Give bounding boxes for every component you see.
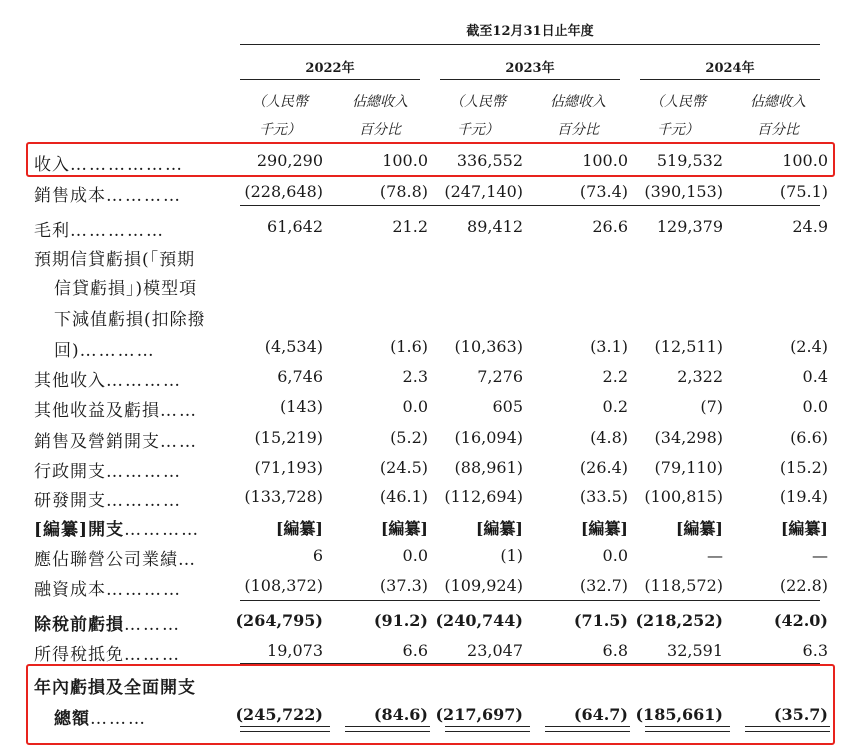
row-label-cost-of-sales: 銷售成本………… [34, 186, 182, 206]
cell-r14-c5: (35.7) [773, 705, 828, 724]
cell-r4-c0: 6,746 [277, 367, 323, 386]
cell-r11-c0: (108,372) [244, 576, 323, 595]
cell-r2-c5: 24.9 [792, 217, 828, 236]
cell-r12-c1: (91.2) [373, 611, 428, 630]
unit-pct-2023: 佔總收入 百分比 [550, 94, 606, 138]
cell-r10-c1: 0.0 [402, 546, 428, 565]
subtotal-rule-finance [240, 600, 820, 601]
row-label-income-tax: 所得稅抵免……… [34, 645, 181, 665]
year-2022: 2022年 [305, 61, 355, 76]
cell-r14-c3: (64.7) [573, 705, 628, 724]
cell-r5-c2: 605 [492, 397, 523, 416]
row-label-revenue: 收入……………… [34, 155, 184, 175]
cell-r7-c5: (15.2) [779, 458, 828, 477]
cell-r7-c1: (24.5) [379, 458, 428, 477]
cell-r4-c1: 2.3 [402, 367, 428, 386]
cell-r8-c5: (19.4) [779, 487, 828, 506]
cell-r9-c4: [編纂] [675, 519, 723, 538]
cell-r3-c5: (2.4) [790, 337, 828, 356]
row-label-associates: 應佔聯營公司業績… [34, 550, 197, 570]
row-label-loss-before-tax: 除稅前虧損……… [34, 615, 181, 635]
cell-r13-c1: 6.6 [402, 641, 428, 660]
cell-r8-c0: (133,728) [244, 487, 323, 506]
cell-r2-c3: 26.6 [592, 217, 628, 236]
cell-r3-c2: (10,363) [454, 337, 523, 356]
cell-r11-c4: (118,572) [644, 576, 723, 595]
year-2023: 2023年 [505, 61, 555, 76]
cell-r7-c2: (88,961) [454, 458, 523, 477]
cell-r1-c5: (75.1) [779, 182, 828, 201]
cell-r14-c4: (185,661) [635, 705, 723, 724]
year-2024: 2024年 [705, 61, 755, 76]
cell-r1-c1: (78.8) [379, 182, 428, 201]
cell-r6-c1: (5.2) [390, 428, 428, 447]
row-label-gross-profit: 毛利…………… [34, 221, 165, 241]
cell-r10-c0: 6 [312, 546, 323, 565]
cell-r8-c3: (33.5) [579, 487, 628, 506]
cell-r2-c1: 21.2 [392, 217, 428, 236]
cell-r0-c2: 336,552 [456, 151, 523, 170]
row-label-ecl-line1: 預期信貸虧損(「預期 [34, 250, 196, 270]
cell-r5-c4: (7) [700, 397, 723, 416]
row-label-total-loss-line2: 總額……… [54, 709, 147, 729]
unit-pct-2024: 佔總收入 百分比 [750, 94, 806, 138]
cell-r11-c2: (109,924) [444, 576, 523, 595]
year-2024-rule [640, 79, 820, 80]
cell-r7-c0: (71,193) [254, 458, 323, 477]
highlight-total-loss [26, 664, 835, 745]
cell-r7-c3: (26.4) [579, 458, 628, 477]
period-header: 截至12月31日止年度 [466, 24, 594, 39]
cell-r2-c0: 61,642 [267, 217, 323, 236]
cell-r4-c3: 2.2 [602, 367, 628, 386]
cell-r5-c1: 0.0 [402, 397, 428, 416]
cell-r9-c1: [編纂] [380, 519, 428, 538]
cell-r6-c0: (15,219) [254, 428, 323, 447]
cell-r13-c0: 19,073 [267, 641, 323, 660]
cell-r3-c4: (12,511) [654, 337, 723, 356]
unit-rmb-2024: （人民幣 千元） [650, 94, 706, 138]
period-rule [240, 44, 820, 45]
cell-r11-c3: (32.7) [579, 576, 628, 595]
cell-r4-c4: 2,322 [677, 367, 723, 386]
cell-r10-c5: — [812, 546, 828, 565]
cell-r10-c2: (1) [500, 546, 523, 565]
unit-pct-2022: 佔總收入 百分比 [352, 94, 408, 138]
cell-r6-c5: (6.6) [790, 428, 828, 447]
cell-r10-c4: — [707, 546, 723, 565]
cell-r7-c4: (79,110) [654, 458, 723, 477]
cell-r13-c3: 6.8 [602, 641, 628, 660]
cell-r3-c3: (3.1) [590, 337, 628, 356]
cell-r0-c3: 100.0 [582, 151, 628, 170]
row-label-ecl-line2: 信貸虧損」)模型項 [54, 279, 198, 299]
cell-r2-c2: 89,412 [467, 217, 523, 236]
cell-r13-c5: 6.3 [802, 641, 828, 660]
cell-r12-c2: (240,744) [435, 611, 523, 630]
cell-r12-c4: (218,252) [635, 611, 723, 630]
cell-r2-c4: 129,379 [656, 217, 723, 236]
cell-r10-c3: 0.0 [602, 546, 628, 565]
cell-r8-c2: (112,694) [444, 487, 523, 506]
cell-r5-c0: (143) [279, 397, 323, 416]
row-label-other-gains: 其他收益及虧損…… [34, 401, 198, 421]
cell-r14-c2: (217,697) [435, 705, 523, 724]
cell-r9-c5: [編纂] [780, 519, 828, 538]
cell-r8-c1: (46.1) [379, 487, 428, 506]
cell-r1-c2: (247,140) [444, 182, 523, 201]
cell-r13-c2: 23,047 [467, 641, 523, 660]
row-label-other-income: 其他收入………… [34, 371, 182, 391]
cell-r11-c1: (37.3) [379, 576, 428, 595]
unit-rmb-2023: （人民幣 千元） [450, 94, 506, 138]
year-2022-rule [240, 79, 420, 80]
year-2023-rule [440, 79, 620, 80]
unit-rmb-2022: （人民幣 千元） [252, 94, 308, 138]
cell-r6-c2: (16,094) [454, 428, 523, 447]
cell-r14-c0: (245,722) [235, 705, 323, 724]
cell-r5-c5: 0.0 [802, 397, 828, 416]
cell-r5-c3: 0.2 [602, 397, 628, 416]
cell-r13-c4: 32,591 [667, 641, 723, 660]
cell-r4-c2: 7,276 [477, 367, 523, 386]
cell-r12-c0: (264,795) [235, 611, 323, 630]
cell-r0-c0: 290,290 [256, 151, 323, 170]
cell-r3-c0: (4,534) [264, 337, 323, 356]
cell-r0-c1: 100.0 [382, 151, 428, 170]
cell-r12-c3: (71.5) [573, 611, 628, 630]
cell-r8-c4: (100,815) [644, 487, 723, 506]
cell-r9-c3: [編纂] [580, 519, 628, 538]
cell-r1-c4: (390,153) [644, 182, 723, 201]
row-label-ecl-line4: 回)………… [54, 341, 156, 361]
cell-r4-c5: 0.4 [802, 367, 828, 386]
cell-r6-c4: (34,298) [654, 428, 723, 447]
cell-r0-c4: 519,532 [656, 151, 723, 170]
highlight-revenue [26, 142, 835, 177]
row-label-admin-expenses: 行政開支………… [34, 462, 182, 482]
subtotal-rule-cost [240, 205, 820, 206]
row-label-rnd-expenses: 研發開支………… [34, 491, 182, 511]
cell-r0-c5: 100.0 [782, 151, 828, 170]
cell-r9-c0: [編纂] [275, 519, 323, 538]
row-label-selling-marketing: 銷售及營銷開支…… [34, 432, 198, 452]
row-label-total-loss-line1: 年內虧損及全面開支 [34, 678, 196, 698]
row-label-redacted-expenses: [編纂]開支………… [34, 520, 201, 540]
cell-r3-c1: (1.6) [390, 337, 428, 356]
cell-r9-c2: [編纂] [475, 519, 523, 538]
row-label-ecl-line3: 下減值虧損(扣除撥 [54, 310, 206, 330]
cell-r1-c0: (228,648) [244, 182, 323, 201]
cell-r12-c5: (42.0) [773, 611, 828, 630]
cell-r14-c1: (84.6) [373, 705, 428, 724]
cell-r6-c3: (4.8) [590, 428, 628, 447]
cell-r11-c5: (22.8) [779, 576, 828, 595]
row-label-finance-costs: 融資成本………… [34, 580, 182, 600]
cell-r1-c3: (73.4) [579, 182, 628, 201]
